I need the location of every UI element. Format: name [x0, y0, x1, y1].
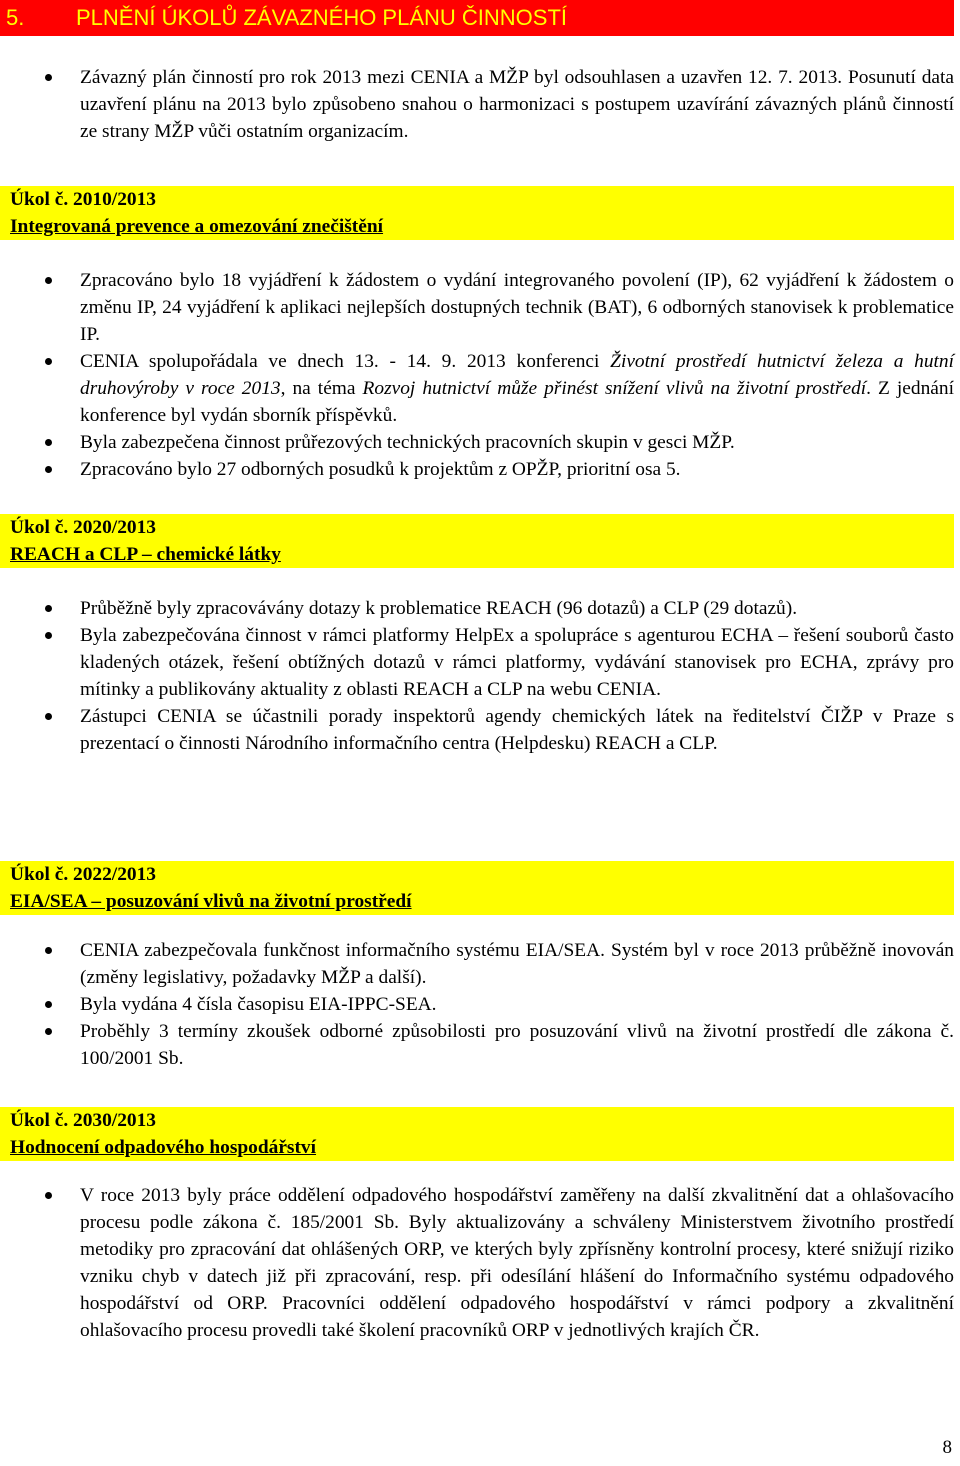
chapter-heading	[6, 2, 567, 34]
task-title: EIA/SEA – posuzování vlivů na životní prostředí	[10, 891, 412, 912]
list-item	[80, 64, 954, 145]
task-number: Úkol č. 2030/2013	[10, 1110, 156, 1131]
bullet-icon	[45, 632, 52, 639]
bullet-icon	[45, 713, 52, 720]
page-number: 8	[942, 1437, 952, 1458]
list-item-text: Proběhly 3 termíny zkoušek odborné způsobilosti pro posuzování vlivů na životní prostředí dle zákona č. 100/2001 Sb.	[80, 1021, 954, 1069]
task-title: Integrovaná prevence a omezování znečištění	[10, 216, 384, 237]
list-item	[80, 267, 954, 348]
task-title: REACH a CLP – chemické látky	[10, 544, 281, 565]
chapter-title: PLNĚNÍ ÚKOLŮ ZÁVAZNÉHO PLÁNU ČINNOSTÍ	[76, 5, 568, 30]
list-item	[80, 1018, 954, 1072]
task-list	[0, 267, 960, 483]
list-item	[80, 937, 954, 991]
list-item-text: CENIA spolupořádala ve dnech 13. - 14. 9. 2013 konferenci	[80, 351, 611, 372]
list-item-text: Zpracováno bylo 18 vyjádření k žádostem o vydání integrovaného povolení (IP), 62 vyjádření k žádostem o změnu IP, 24 vyjádření k aplikaci nejlepších dostupných technik (BAT), 6 odborných stanovisek k problematice IP.	[80, 270, 954, 345]
list-item-text: , na téma	[280, 378, 363, 399]
italic-text: Rozvoj hutnictví může přinést snížení vlivů na životní prostředí	[362, 378, 867, 399]
chapter-heading-bar	[0, 0, 954, 36]
task-heading	[0, 186, 954, 240]
task-list	[0, 595, 960, 757]
list-item-text: Zpracováno bylo 27 odborných posudků k projektům z OPŽP, prioritní osa 5.	[80, 459, 681, 480]
bullet-icon	[45, 466, 52, 473]
bullet-icon	[45, 277, 52, 284]
intro-section	[0, 64, 960, 145]
bullet-icon	[45, 358, 52, 365]
list-item-text: Průběžně byly zpracovávány dotazy k problematice REACH (96 dotazů) a CLP (29 dotazů).	[80, 598, 798, 619]
task-section	[0, 267, 960, 483]
intro-list	[0, 64, 960, 145]
chapter-number: 5.	[6, 5, 25, 30]
bullet-icon	[45, 605, 52, 612]
task-section	[0, 1182, 960, 1344]
task-section	[0, 595, 960, 757]
task-section	[0, 937, 960, 1072]
italic-text: Životní prostředí hutnictví železa a hutní druhovýroby v roce 2013	[80, 351, 954, 399]
task-list	[0, 937, 960, 1072]
list-item	[80, 456, 954, 483]
task-number: Úkol č. 2022/2013	[10, 864, 156, 885]
task-number: Úkol č. 2010/2013	[10, 189, 156, 210]
task-heading	[0, 861, 954, 915]
list-item-text: Závazný plán činností pro rok 2013 mezi CENIA a MŽP byl odsouhlasen a uzavřen 12. 7. 2013. Posunutí data uzavření plánu na 2013 bylo způsobeno snahou o harmonizaci s postupem uzavírání závazných plánů činností ze strany MŽP vůči ostatním organizacím.	[80, 67, 954, 142]
list-item	[80, 703, 954, 757]
bullet-icon	[45, 74, 52, 81]
task-title: Hodnocení odpadového hospodářství	[10, 1137, 317, 1158]
list-item-text: Byla zabezpečena činnost průřezových technických pracovních skupin v gesci MŽP.	[80, 432, 735, 453]
task-heading	[0, 1107, 954, 1161]
list-item-text: CENIA zabezpečovala funkčnost informačního systému EIA/SEA. Systém byl v roce 2013 průběžně inovován (změny legislativy, požadavky MŽP a další).	[80, 940, 954, 988]
bullet-icon	[45, 1001, 52, 1008]
list-item	[80, 1182, 954, 1344]
list-item-text: . Z jednání konference byl vydán sborník příspěvků.	[80, 378, 954, 426]
list-item	[80, 348, 954, 429]
list-item-text: V roce 2013 byly práce oddělení odpadového hospodářství zaměřeny na další zkvalitnění dat a ohlašovacího procesu podle zákona č. 185/2001 Sb. Byly aktualizovány a schváleny Ministerstvem životního prostředí metodiky pro zpracování dat ohlášených ORP, ve kterých byly zpřísněny kontrolní procesy, které snižují riziko vzniku chyb v datech již při zpracování, resp. při odesílání hlášení do Informačního systému odpadového hospodářství od ORP. Pracovníci oddělení odpadového hospodářství v rámci podpory a zkvalitnění ohlašovacího procesu provedli také školení pracovníků ORP v jednotlivých krajích ČR.	[80, 1185, 954, 1341]
bullet-icon	[45, 439, 52, 446]
bullet-icon	[45, 1192, 52, 1199]
task-number: Úkol č. 2020/2013	[10, 517, 156, 538]
bullet-icon	[45, 947, 52, 954]
task-list	[0, 1182, 960, 1344]
list-item-text: Byla vydána 4 čísla časopisu EIA-IPPC-SEA.	[80, 994, 437, 1015]
list-item-text: Byla zabezpečována činnost v rámci platformy HelpEx a spolupráce s agenturou ECHA – řešení souborů často kladených otázek, řešení obtížných dotazů v rámci platformy, vydávání stanovisek pro ECHA, zprávy pro mítinky a publikovány aktuality z oblasti REACH a CLP na webu CENIA.	[80, 625, 954, 700]
task-heading	[0, 514, 954, 568]
list-item	[80, 622, 954, 703]
list-item	[80, 429, 954, 456]
list-item	[80, 991, 954, 1018]
bullet-icon	[45, 1028, 52, 1035]
list-item	[80, 595, 954, 622]
list-item-text: Zástupci CENIA se účastnili porady inspektorů agendy chemických látek na ředitelství ČIŽP v Praze s prezentací o činnosti Národního informačního centra (Helpdesku) REACH a CLP.	[80, 706, 954, 754]
